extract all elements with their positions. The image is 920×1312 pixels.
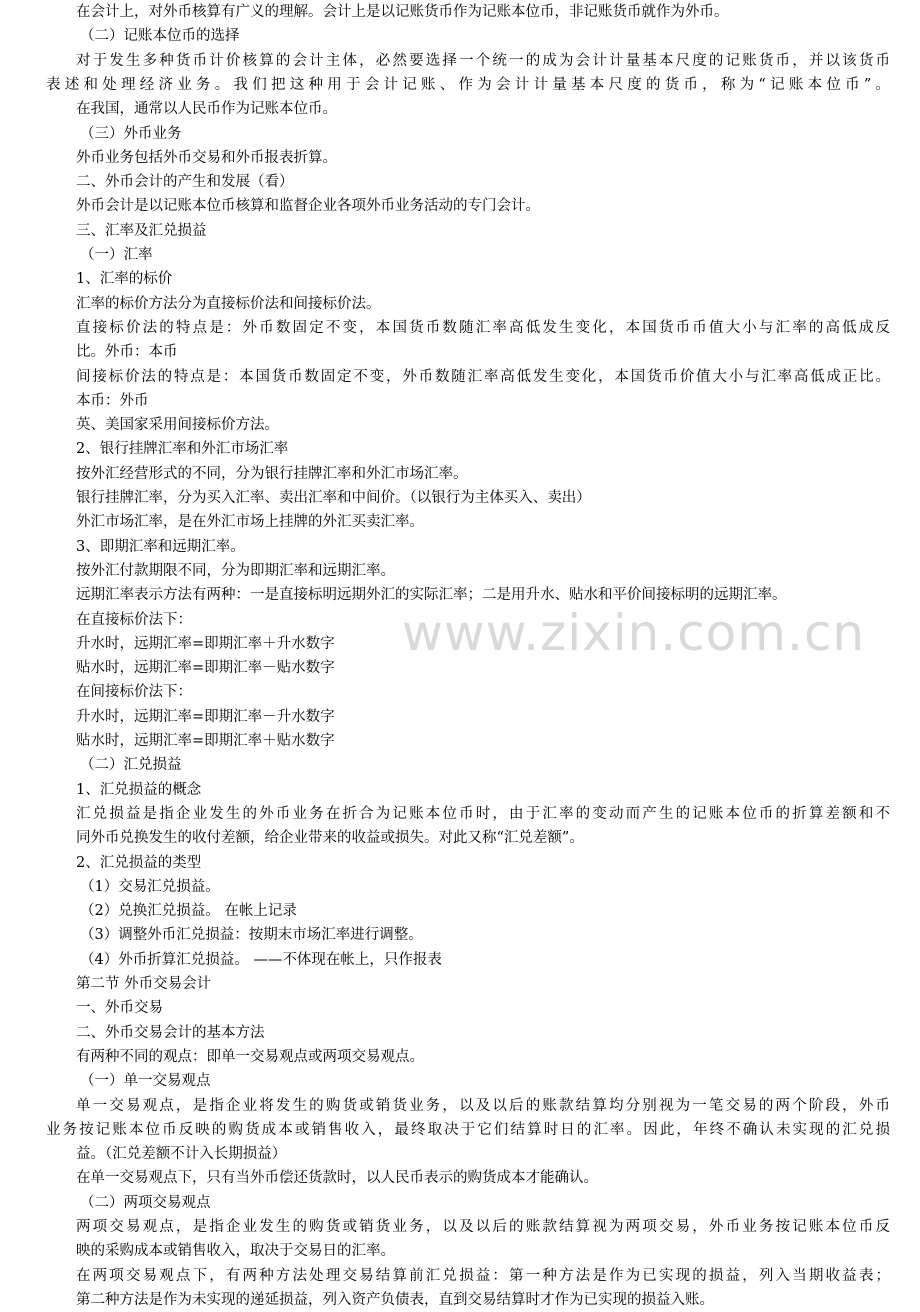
text-line: （二）记账本位币的选择 bbox=[80, 28, 240, 45]
text-line: 英、美国家采用间接标价方法。 bbox=[76, 417, 279, 434]
text-line: 外币业务包括外币交易和外币报表折算。 bbox=[76, 149, 337, 166]
text-line: 外币会计是以记账本位币核算和监督企业各项外币业务活动的专门会计。 bbox=[76, 198, 540, 215]
text-line: （一）单一交易观点 bbox=[80, 1073, 211, 1090]
text-line: 银行挂牌汇率，分为买入汇率、卖出汇率和中间价。（以银行为主体买入、卖出） bbox=[76, 490, 591, 506]
text-line: 同外币兑换发生的收付差额，给企业带来的收益或损失。对此又称“汇兑差额”。 bbox=[76, 830, 584, 847]
text-line: 汇兑损益是指企业发生的外币业务在折合为记账本位币时，由于汇率的变动而产生的记账本位币的折算差额和不 bbox=[76, 805, 890, 822]
text-line: 升水时，远期汇率=即期汇率＋升水数字 bbox=[76, 635, 335, 652]
text-line: 汇率的标价方法分为直接标价法和间接标价法。 bbox=[76, 295, 381, 312]
text-line: 第二种方法是作为未实现的递延损益，列入资产负债表，直到交易结算时才作为已实现的损益入账。 bbox=[76, 1291, 714, 1308]
text-line: 在直接标价法下： bbox=[76, 611, 192, 628]
text-line: 2、银行挂牌汇率和外汇市场汇率 bbox=[76, 441, 289, 458]
text-line: （三）外币业务 bbox=[80, 125, 182, 142]
text-line: （二）两项交易观点 bbox=[80, 1194, 211, 1211]
text-line: 两项交易观点，是指企业发生的购货或销货业务，以及以后的账款结算视为两项交易，外币业务按记账本位币反 bbox=[76, 1219, 890, 1235]
text-line: 在间接标价法下： bbox=[76, 684, 192, 701]
text-line: 三、汇率及汇兑损益 bbox=[76, 222, 207, 239]
text-line: 单一交易观点，是指企业将发生的购货或销货业务，以及以后的账款结算均分别视为一笔交易的两个阶段，外币 bbox=[76, 1097, 890, 1114]
text-line: 1、汇兑损益的概念 bbox=[76, 781, 202, 798]
text-line: （一）汇率 bbox=[80, 247, 153, 263]
text-line: 远期汇率表示方法有两种：一是直接标明远期外汇的实际汇率；二是用升水、贴水和平价间接标明的远期汇率。 bbox=[76, 587, 787, 604]
text-line: 二、外币交易会计的基本方法 bbox=[76, 1024, 265, 1041]
text-line: 间接标价法的特点是：本国货币数固定不变，外币数随汇率高低发生变化，本国货币价值大小与汇率高低成正比。 bbox=[76, 368, 890, 385]
text-line: 1、汇率的标价 bbox=[76, 271, 173, 288]
text-line: 在单一交易观点下，只有当外币偿还货款时，以人民币表示的购货成本才能确认。 bbox=[76, 1170, 598, 1187]
text-line: 业务按记账本位币反映的购货成本或销售收入，最终取决于它们结算时日的汇率。因此，年终不确认未实现的汇兑损 bbox=[46, 1121, 890, 1138]
text-line: 在会计上，对外币核算有广义的理解。会计上是以记账货币作为记账本位币，非记账货币就作为外币。 bbox=[76, 4, 729, 20]
text-line: 一、外币交易 bbox=[76, 1000, 163, 1017]
text-line: 按外汇付款期限不同，分为即期汇率和远期汇率。 bbox=[76, 562, 395, 579]
text-line: 有两种不同的观点：即单一交易观点或两项交易观点。 bbox=[76, 1048, 424, 1065]
text-line: 映的采购成本或销售收入，取决于交易日的汇率。 bbox=[76, 1243, 395, 1260]
text-line: 贴水时，远期汇率=即期汇率＋贴水数字 bbox=[76, 733, 335, 749]
text-line: 对于发生多种货币计价核算的会计主体，必然要选择一个统一的成为会计计量基本尺度的记账货币，并以该货币 bbox=[76, 52, 890, 69]
text-line: （二）汇兑损益 bbox=[80, 757, 182, 774]
text-line: 3、即期汇率和远期汇率。 bbox=[76, 538, 245, 555]
text-line: 升水时，远期汇率=即期汇率－升水数字 bbox=[76, 708, 335, 725]
text-line: 二、外币会计的产生和发展（看） bbox=[76, 174, 294, 191]
text-line: 比。外币：本币 bbox=[76, 344, 178, 361]
text-line: （1）交易汇兑损益。 bbox=[80, 878, 220, 895]
text-line: 本币：外币 bbox=[76, 392, 149, 409]
text-line: 2、汇兑损益的类型 bbox=[76, 854, 202, 871]
text-line: 贴水时，远期汇率=即期汇率－贴水数字 bbox=[76, 660, 335, 677]
text-line: 直接标价法的特点是：外币数固定不变，本国货币数随汇率高低发生变化，本国货币币值大小与汇率的高低成反 bbox=[76, 319, 890, 336]
text-line: （2）兑换汇兑损益。 在帐上记录 bbox=[80, 903, 297, 920]
text-line: 在两项交易观点下，有两种方法处理交易结算前汇兑损益：第一种方法是作为已实现的损益，列入当期收益表； bbox=[76, 1267, 890, 1284]
text-line: 外汇市场汇率，是在外汇市场上挂牌的外汇买卖汇率。 bbox=[76, 514, 424, 531]
text-line: （3）调整外币汇兑损益：按期末市场汇率进行调整。 bbox=[80, 927, 423, 944]
watermark: www.zixin.com.cn bbox=[402, 604, 866, 662]
text-line: 表述和处理经济业务。我们把这种用于会计记账、作为会计计量基本尺度的货币，称为“记账本位币”。 bbox=[46, 76, 890, 93]
text-line: 在我国，通常以人民币作为记账本位币。 bbox=[76, 101, 337, 118]
text-line: 按外汇经营形式的不同，分为银行挂牌汇率和外汇市场汇率。 bbox=[76, 465, 468, 482]
text-line: （4）外币折算汇兑损益。 ——不体现在帐上，只作报表 bbox=[80, 951, 442, 968]
text-line: 益。（汇兑差额不计入长期损益） bbox=[76, 1146, 287, 1163]
text-line: 第二节 外币交易会计 bbox=[76, 976, 212, 992]
